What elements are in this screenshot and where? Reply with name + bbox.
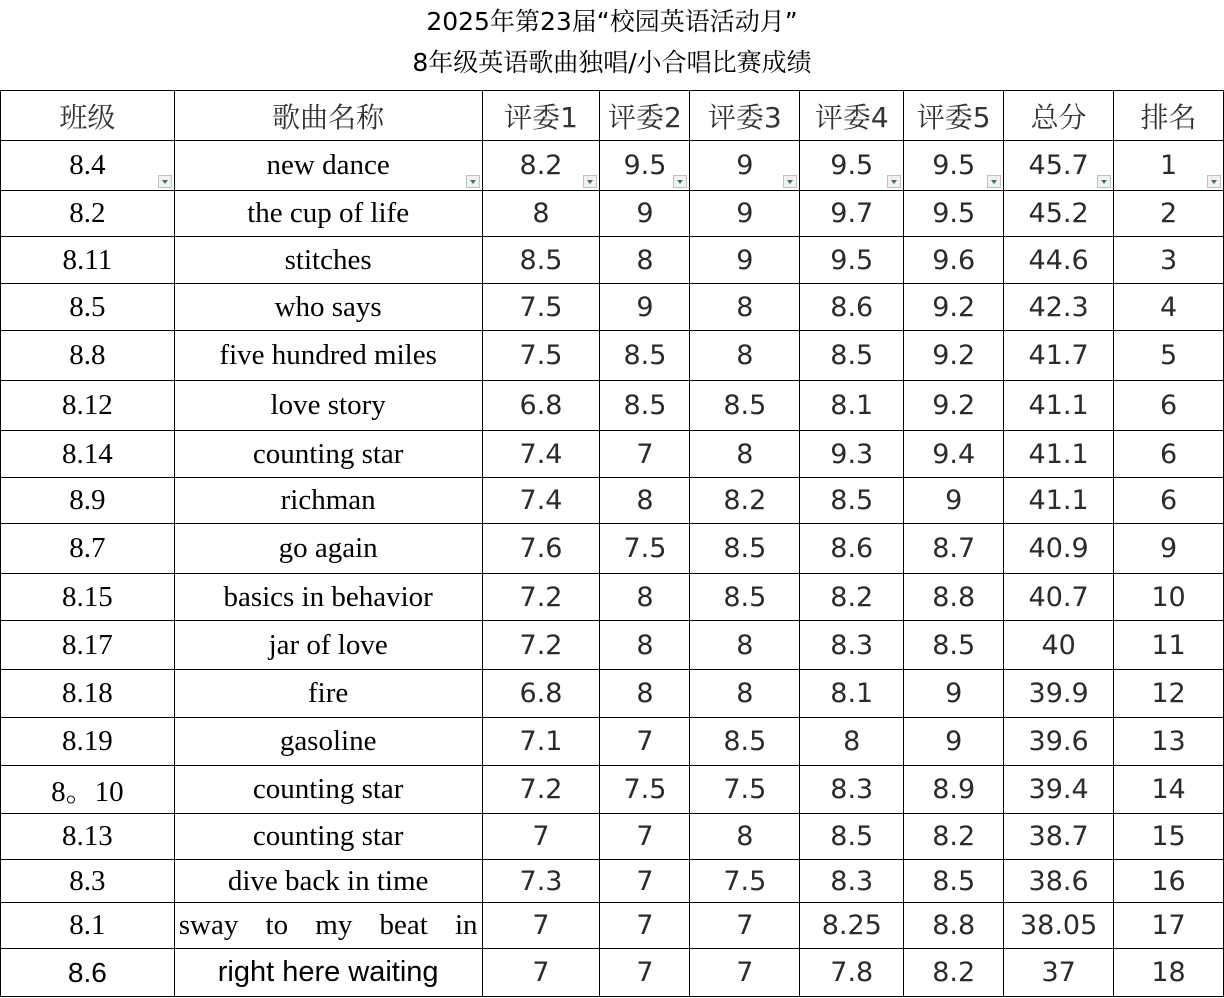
judge3-cell[interactable]: 8 [690,431,800,478]
judge1-cell[interactable]: 7.1 [482,718,600,766]
judge5-cell[interactable]: 8.8 [904,574,1004,621]
dropdown-arrow-icon[interactable] [887,175,901,188]
total-cell[interactable]: 40 [1004,621,1114,670]
table-row [1,284,1224,331]
table-row [1,237,1224,284]
song-cell[interactable]: jar of love [174,621,482,670]
judge1-cell[interactable]: 8.5 [482,237,600,284]
total-cell[interactable]: 41.1 [1004,381,1114,431]
judge2-cell[interactable]: 8.5 [600,331,690,381]
class-cell[interactable]: 8.6 [1,949,175,997]
song-cell[interactable]: fire [174,670,482,718]
header-cell: 排名 [1114,91,1224,141]
judge2-cell[interactable]: 7 [600,860,690,903]
rank-cell[interactable]: 17 [1114,903,1224,949]
judge4-cell[interactable]: 8 [800,718,904,766]
table-row [1,381,1224,431]
class-cell[interactable]: 8.2 [1,191,175,237]
sheet-title-line1: 2025年第23届“校园英语活动月” [426,7,798,36]
dropdown-arrow-icon[interactable] [158,175,172,188]
song-cell[interactable]: dive back in time [174,860,482,903]
class-cell[interactable]: 8.11 [1,237,175,284]
table-row [1,766,1224,814]
judge3-cell[interactable]: 9 [690,237,800,284]
rank-cell[interactable]: 9 [1114,524,1224,574]
rank-cell[interactable]: 6 [1114,381,1224,431]
class-cell[interactable]: 8.19 [1,718,175,766]
rank-cell[interactable]: 1 [1114,141,1224,191]
judge5-cell[interactable]: 8.5 [904,860,1004,903]
judge3-cell[interactable]: 8.2 [690,478,800,524]
judge5-cell[interactable]: 9 [904,478,1004,524]
judge5-cell[interactable]: 9.2 [904,284,1004,331]
judge1-cell[interactable]: 7.5 [482,331,600,381]
class-cell[interactable]: 8.5 [1,284,175,331]
judge4-cell[interactable]: 7.8 [800,949,904,997]
rank-cell[interactable]: 18 [1114,949,1224,997]
dropdown-arrow-icon[interactable] [1207,175,1221,188]
header-cell: 评委3 [690,91,800,141]
judge5-cell[interactable]: 9 [904,718,1004,766]
rank-cell[interactable]: 5 [1114,331,1224,381]
song-cell[interactable]: five hundred miles [174,331,482,381]
total-cell[interactable]: 40.7 [1004,574,1114,621]
judge5-cell[interactable]: 9.2 [904,381,1004,431]
class-cell[interactable]: 8.7 [1,524,175,574]
judge3-cell[interactable]: 8.5 [690,381,800,431]
table-row [1,949,1224,997]
class-cell[interactable]: 8.18 [1,670,175,718]
judge5-cell[interactable]: 9.4 [904,431,1004,478]
judge2-cell[interactable]: 9 [600,284,690,331]
table-row [1,524,1224,574]
judge3-cell[interactable]: 7.5 [690,766,800,814]
judge3-cell[interactable]: 8.5 [690,718,800,766]
judge3-cell[interactable]: 8 [690,284,800,331]
judge4-cell[interactable]: 8.3 [800,621,904,670]
class-cell[interactable]: 8.17 [1,621,175,670]
song-cell[interactable]: basics in behavior [174,574,482,621]
song-cell[interactable]: counting star [174,431,482,478]
song-cell[interactable]: counting star [174,814,482,860]
rank-cell[interactable]: 15 [1114,814,1224,860]
table-row [1,860,1224,903]
class-cell[interactable]: 8.9 [1,478,175,524]
judge2-cell[interactable]: 7 [600,718,690,766]
judge4-cell[interactable]: 9.5 [800,237,904,284]
rank-cell[interactable]: 16 [1114,860,1224,903]
judge2-cell[interactable]: 7 [600,949,690,997]
total-cell[interactable]: 40.9 [1004,524,1114,574]
judge2-cell[interactable]: 8.5 [600,381,690,431]
total-cell[interactable]: 37 [1004,949,1114,997]
judge1-cell[interactable]: 7 [482,814,600,860]
judge2-cell[interactable]: 8 [600,478,690,524]
judge3-cell[interactable]: 8 [690,814,800,860]
judge4-cell[interactable]: 8.6 [800,524,904,574]
judge4-cell[interactable]: 8.2 [800,574,904,621]
judge2-cell[interactable]: 7.5 [600,524,690,574]
judge3-cell[interactable]: 7.5 [690,860,800,903]
rank-cell[interactable]: 4 [1114,284,1224,331]
total-cell[interactable]: 41.1 [1004,478,1114,524]
judge3-cell[interactable]: 8.5 [690,574,800,621]
header-cell: 评委1 [482,91,600,141]
song-cell[interactable]: new dance [174,141,482,191]
judge5-cell[interactable]: 8.7 [904,524,1004,574]
judge5-cell[interactable]: 9.5 [904,141,1004,191]
song-cell[interactable]: go again [174,524,482,574]
song-cell[interactable]: the cup of life [174,191,482,237]
table-row [1,903,1224,949]
judge5-cell[interactable]: 9 [904,670,1004,718]
total-cell[interactable]: 41.7 [1004,331,1114,381]
judge4-cell[interactable]: 9.3 [800,431,904,478]
rank-cell[interactable]: 12 [1114,670,1224,718]
song-cell[interactable]: right here waiting [174,949,482,997]
table-row [1,621,1224,670]
header-cell: 歌曲名称 [174,91,482,141]
total-cell[interactable]: 41.1 [1004,431,1114,478]
total-cell[interactable]: 45.2 [1004,191,1114,237]
total-cell[interactable]: 39.6 [1004,718,1114,766]
song-cell[interactable]: richman [174,478,482,524]
judge1-cell[interactable]: 7.3 [482,860,600,903]
total-cell[interactable]: 38.05 [1004,903,1114,949]
song-cell[interactable]: stitches [174,237,482,284]
judge1-cell[interactable]: 7.2 [482,574,600,621]
judge2-cell[interactable]: 7 [600,903,690,949]
class-cell[interactable]: 8.12 [1,381,175,431]
total-cell[interactable]: 39.9 [1004,670,1114,718]
judge2-cell[interactable]: 7.5 [600,766,690,814]
table-row [1,814,1224,860]
judge5-cell[interactable]: 8.9 [904,766,1004,814]
dropdown-arrow-icon[interactable] [466,175,480,188]
judge4-cell[interactable]: 8.6 [800,284,904,331]
judge4-cell[interactable]: 9.5 [800,141,904,191]
rank-cell[interactable]: 6 [1114,478,1224,524]
dropdown-arrow-icon[interactable] [783,175,797,188]
class-cell[interactable]: 8.4 [1,141,175,191]
class-cell[interactable]: 8.8 [1,331,175,381]
rank-cell[interactable]: 10 [1114,574,1224,621]
judge5-cell[interactable]: 8.2 [904,949,1004,997]
judge3-cell[interactable]: 7 [690,949,800,997]
judge3-cell[interactable]: 8.5 [690,524,800,574]
judge4-cell[interactable]: 8.5 [800,814,904,860]
judge1-cell[interactable]: 6.8 [482,381,600,431]
judge1-cell[interactable]: 7.6 [482,524,600,574]
header-cell: 评委5 [904,91,1004,141]
judge1-cell[interactable]: 6.8 [482,670,600,718]
song-cell[interactable]: gasoline [174,718,482,766]
class-cell[interactable]: 8.13 [1,814,175,860]
table-row [1,574,1224,621]
total-cell[interactable]: 42.3 [1004,284,1114,331]
judge5-cell[interactable]: 9.6 [904,237,1004,284]
judge4-cell[interactable]: 8.5 [800,331,904,381]
judge2-cell[interactable]: 8 [600,621,690,670]
rank-cell[interactable]: 14 [1114,766,1224,814]
judge2-cell[interactable]: 8 [600,670,690,718]
judge2-cell[interactable]: 9.5 [600,141,690,191]
table-row [1,431,1224,478]
rank-cell[interactable]: 11 [1114,621,1224,670]
song-cell[interactable]: counting star [174,766,482,814]
header-cell: 总分 [1004,91,1114,141]
table-row [1,478,1224,524]
judge3-cell[interactable]: 9 [690,191,800,237]
judge5-cell[interactable]: 9.5 [904,191,1004,237]
judge1-cell[interactable]: 8 [482,191,600,237]
song-cell[interactable]: who says [174,284,482,331]
rank-cell[interactable]: 2 [1114,191,1224,237]
table-row [1,670,1224,718]
table-row [1,331,1224,381]
judge1-cell[interactable]: 7 [482,903,600,949]
judge2-cell[interactable]: 8 [600,574,690,621]
judge1-cell[interactable]: 8.2 [482,141,600,191]
judge3-cell[interactable]: 7 [690,903,800,949]
total-cell[interactable]: 38.6 [1004,860,1114,903]
judge4-cell[interactable]: 8.1 [800,670,904,718]
class-cell[interactable]: 8.3 [1,860,175,903]
header-cell: 班级 [1,91,175,141]
song-cell[interactable]: sway to my beat in [174,903,482,949]
class-cell[interactable]: 8.15 [1,574,175,621]
dropdown-arrow-icon[interactable] [1097,175,1111,188]
judge1-cell[interactable]: 7.2 [482,621,600,670]
rank-cell[interactable]: 6 [1114,431,1224,478]
judge3-cell[interactable]: 8 [690,670,800,718]
judge4-cell[interactable]: 8.1 [800,381,904,431]
total-cell[interactable]: 44.6 [1004,237,1114,284]
judge5-cell[interactable]: 9.2 [904,331,1004,381]
sheet-title-line2: 8年级英语歌曲独唱/小合唱比赛成绩 [412,48,812,77]
judge1-cell[interactable]: 7.4 [482,478,600,524]
rank-cell[interactable]: 13 [1114,718,1224,766]
judge4-cell[interactable]: 9.7 [800,191,904,237]
judge1-cell[interactable]: 7.4 [482,431,600,478]
total-cell[interactable]: 38.7 [1004,814,1114,860]
judge2-cell[interactable]: 7 [600,431,690,478]
judge2-cell[interactable]: 9 [600,191,690,237]
judge3-cell[interactable]: 9 [690,141,800,191]
judge4-cell[interactable]: 8.5 [800,478,904,524]
judge2-cell[interactable]: 8 [600,237,690,284]
header-cell: 评委4 [800,91,904,141]
judge1-cell[interactable]: 7.2 [482,766,600,814]
judge1-cell[interactable]: 7.5 [482,284,600,331]
table-row [1,141,1224,191]
judge3-cell[interactable]: 8 [690,621,800,670]
total-cell[interactable]: 45.7 [1004,141,1114,191]
judge5-cell[interactable]: 8.2 [904,814,1004,860]
results-table [0,90,1224,997]
table-row [1,718,1224,766]
class-cell[interactable]: 8.14 [1,431,175,478]
judge4-cell[interactable]: 8.25 [800,903,904,949]
rank-cell[interactable]: 3 [1114,237,1224,284]
class-cell[interactable]: 8。10 [1,766,175,814]
judge4-cell[interactable]: 8.3 [800,766,904,814]
header-row [1,91,1224,141]
class-cell[interactable]: 8.1 [1,903,175,949]
judge2-cell[interactable]: 7 [600,814,690,860]
header-cell: 评委2 [600,91,690,141]
dropdown-arrow-icon[interactable] [583,175,597,188]
table-row [1,191,1224,237]
dropdown-arrow-icon[interactable] [987,175,1001,188]
judge4-cell[interactable]: 8.3 [800,860,904,903]
judge3-cell[interactable]: 8 [690,331,800,381]
judge5-cell[interactable]: 8.5 [904,621,1004,670]
total-cell[interactable]: 39.4 [1004,766,1114,814]
song-cell[interactable]: love story [174,381,482,431]
judge5-cell[interactable]: 8.8 [904,903,1004,949]
judge1-cell[interactable]: 7 [482,949,600,997]
dropdown-arrow-icon[interactable] [673,175,687,188]
